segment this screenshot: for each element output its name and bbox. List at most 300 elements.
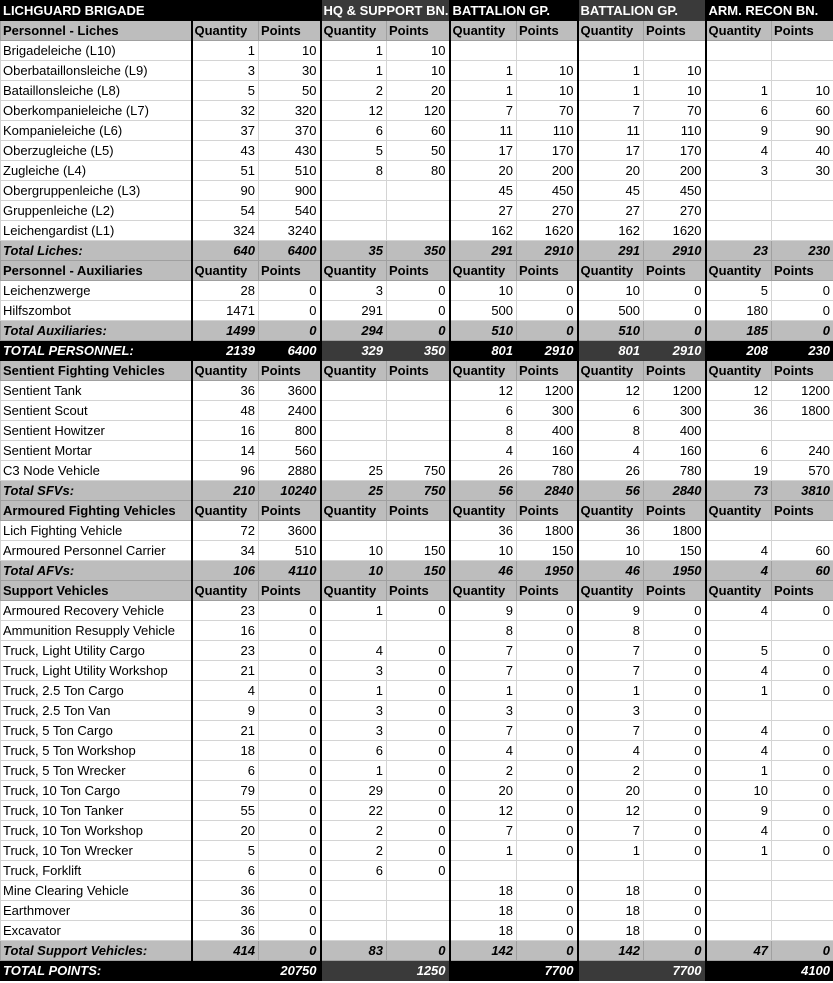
row-label: Earthmover [1, 901, 192, 921]
value-cell: 1 [578, 681, 644, 701]
value-cell [706, 901, 772, 921]
value-cell: 0 [387, 801, 450, 821]
points-header: Points [259, 261, 321, 281]
value-cell [706, 621, 772, 641]
value-cell: 8 [450, 621, 517, 641]
total-row [1, 241, 833, 261]
total-value: 2910 [644, 241, 706, 261]
value-cell: 20 [387, 81, 450, 101]
table-row [1, 141, 833, 161]
value-cell: 120 [387, 101, 450, 121]
total-value: 1499 [192, 321, 259, 341]
total-value: 414 [192, 941, 259, 961]
grand-total-value [192, 961, 259, 981]
value-cell: 1 [450, 81, 517, 101]
quantity-header: Quantity [578, 581, 644, 601]
value-cell [387, 201, 450, 221]
total-value: 0 [259, 321, 321, 341]
value-cell: 450 [644, 181, 706, 201]
value-cell: 0 [387, 721, 450, 741]
value-cell: 0 [772, 681, 833, 701]
value-cell: 540 [259, 201, 321, 221]
total-value: 230 [772, 241, 833, 261]
value-cell: 1800 [517, 521, 578, 541]
points-header: Points [387, 501, 450, 521]
value-cell: 20 [578, 781, 644, 801]
value-cell [772, 621, 833, 641]
value-cell: 2 [321, 81, 387, 101]
value-cell: 300 [517, 401, 578, 421]
value-cell: 291 [321, 301, 387, 321]
value-cell [517, 861, 578, 881]
value-cell: 27 [450, 201, 517, 221]
grand-total-value: 7700 [644, 961, 706, 981]
points-header: Points [644, 261, 706, 281]
points-header: Points [517, 501, 578, 521]
points-header: Points [387, 581, 450, 601]
value-cell: 60 [772, 541, 833, 561]
value-cell: 4 [706, 741, 772, 761]
value-cell: 1200 [772, 381, 833, 401]
value-cell: 12 [706, 381, 772, 401]
grand-total-label: TOTAL POINTS: [1, 961, 192, 981]
total-value: 6400 [259, 241, 321, 261]
quantity-header: Quantity [706, 261, 772, 281]
value-cell [321, 521, 387, 541]
value-cell: 0 [772, 601, 833, 621]
value-cell: 0 [517, 761, 578, 781]
table-row [1, 61, 833, 81]
value-cell [387, 621, 450, 641]
value-cell: 70 [644, 101, 706, 121]
value-cell: 150 [387, 541, 450, 561]
value-cell: 6 [321, 121, 387, 141]
grand-total-value: 4100 [772, 961, 833, 981]
row-label: Gruppenleiche (L2) [1, 201, 192, 221]
value-cell: 324 [192, 221, 259, 241]
points-header: Points [772, 581, 833, 601]
row-label: Hilfszombot [1, 301, 192, 321]
quantity-header: Quantity [450, 501, 517, 521]
value-cell [772, 221, 833, 241]
value-cell: 10 [578, 541, 644, 561]
quantity-header: Quantity [321, 21, 387, 41]
value-cell: 11 [578, 121, 644, 141]
value-cell: 1 [706, 81, 772, 101]
value-cell: 1 [321, 761, 387, 781]
value-cell: 0 [259, 621, 321, 641]
section-header-row [1, 361, 833, 381]
formation-title: LICHGUARD BRIGADE [1, 1, 321, 21]
value-cell: 0 [259, 901, 321, 921]
grand-total-value: 20750 [259, 961, 321, 981]
grand-total-row [1, 961, 833, 981]
value-cell: 0 [387, 661, 450, 681]
quantity-header: Quantity [192, 21, 259, 41]
value-cell: 12 [578, 801, 644, 821]
table-row [1, 801, 833, 821]
formation-title: BATTALION GP. [450, 1, 578, 21]
value-cell: 12 [450, 801, 517, 821]
value-cell: 900 [259, 181, 321, 201]
total-value: 294 [321, 321, 387, 341]
value-cell: 8 [578, 421, 644, 441]
value-cell: 10 [644, 81, 706, 101]
table-row [1, 741, 833, 761]
value-cell: 7 [450, 641, 517, 661]
value-cell: 0 [259, 821, 321, 841]
total-value: 291 [578, 241, 644, 261]
points-header: Points [387, 361, 450, 381]
total-value: 56 [450, 481, 517, 501]
value-cell: 96 [192, 461, 259, 481]
value-cell: 0 [387, 681, 450, 701]
value-cell: 300 [644, 401, 706, 421]
value-cell: 0 [517, 741, 578, 761]
value-cell [321, 401, 387, 421]
points-header: Points [517, 361, 578, 381]
value-cell: 6 [321, 741, 387, 761]
section-title: Personnel - Liches [1, 21, 192, 41]
value-cell: 16 [192, 421, 259, 441]
value-cell: 3 [578, 701, 644, 721]
row-label: Sentient Scout [1, 401, 192, 421]
points-header: Points [259, 501, 321, 521]
grand-total-value [450, 961, 517, 981]
value-cell: 12 [450, 381, 517, 401]
total-value: 2910 [517, 241, 578, 261]
grand-total-value: 329 [321, 341, 387, 361]
value-cell [772, 181, 833, 201]
quantity-header: Quantity [450, 581, 517, 601]
value-cell: 400 [517, 421, 578, 441]
value-cell: 0 [259, 841, 321, 861]
total-value: 46 [450, 561, 517, 581]
value-cell: 0 [517, 601, 578, 621]
value-cell: 51 [192, 161, 259, 181]
total-value: 142 [578, 941, 644, 961]
value-cell: 500 [578, 301, 644, 321]
value-cell: 80 [387, 161, 450, 181]
value-cell: 0 [772, 841, 833, 861]
value-cell: 0 [517, 681, 578, 701]
total-value: 210 [192, 481, 259, 501]
total-value: 640 [192, 241, 259, 261]
row-label: Oberbataillonsleiche (L9) [1, 61, 192, 81]
value-cell: 10 [259, 41, 321, 61]
total-row [1, 941, 833, 961]
value-cell: 400 [644, 421, 706, 441]
row-label: Armoured Recovery Vehicle [1, 601, 192, 621]
value-cell: 60 [387, 121, 450, 141]
value-cell: 0 [259, 921, 321, 941]
total-value: 23 [706, 241, 772, 261]
value-cell [517, 41, 578, 61]
value-cell: 0 [772, 301, 833, 321]
row-label: Ammunition Resupply Vehicle [1, 621, 192, 641]
value-cell: 60 [772, 101, 833, 121]
total-value: 510 [450, 321, 517, 341]
total-value: 0 [259, 941, 321, 961]
value-cell: 0 [517, 661, 578, 681]
value-cell: 7 [578, 721, 644, 741]
row-label: Truck, 5 Ton Cargo [1, 721, 192, 741]
value-cell: 18 [192, 741, 259, 761]
value-cell: 0 [644, 801, 706, 821]
value-cell: 36 [706, 401, 772, 421]
value-cell: 0 [259, 881, 321, 901]
row-label: Brigadeleiche (L10) [1, 41, 192, 61]
value-cell [772, 521, 833, 541]
value-cell: 510 [259, 541, 321, 561]
value-cell: 0 [517, 641, 578, 661]
value-cell: 5 [192, 81, 259, 101]
table-row [1, 661, 833, 681]
value-cell: 3600 [259, 521, 321, 541]
value-cell: 1200 [644, 381, 706, 401]
value-cell: 0 [644, 621, 706, 641]
value-cell [321, 441, 387, 461]
total-value: 47 [706, 941, 772, 961]
value-cell: 50 [387, 141, 450, 161]
points-header: Points [387, 21, 450, 41]
value-cell: 4 [706, 601, 772, 621]
value-cell: 18 [450, 921, 517, 941]
quantity-header: Quantity [321, 261, 387, 281]
grand-total-value [578, 961, 644, 981]
value-cell: 36 [450, 521, 517, 541]
value-cell: 0 [387, 861, 450, 881]
value-cell: 270 [517, 201, 578, 221]
value-cell: 90 [772, 121, 833, 141]
total-value: 25 [321, 481, 387, 501]
grand-total-label: TOTAL PERSONNEL: [1, 341, 192, 361]
row-label: Truck, Forklift [1, 861, 192, 881]
value-cell: 17 [450, 141, 517, 161]
value-cell: 3240 [259, 221, 321, 241]
row-label: Truck, Light Utility Cargo [1, 641, 192, 661]
value-cell: 70 [517, 101, 578, 121]
value-cell: 72 [192, 521, 259, 541]
total-row [1, 561, 833, 581]
table-row [1, 421, 833, 441]
value-cell: 0 [259, 601, 321, 621]
table-row [1, 101, 833, 121]
value-cell [772, 41, 833, 61]
total-value: 350 [387, 241, 450, 261]
row-label: Excavator [1, 921, 192, 941]
value-cell: 150 [644, 541, 706, 561]
formation-title: BATTALION GP. [578, 1, 706, 21]
value-cell: 18 [450, 881, 517, 901]
section-title: Armoured Fighting Vehicles [1, 501, 192, 521]
value-cell [321, 421, 387, 441]
table-row [1, 721, 833, 741]
value-cell: 9 [706, 121, 772, 141]
table-row [1, 601, 833, 621]
value-cell: 0 [517, 281, 578, 301]
value-cell [772, 861, 833, 881]
value-cell: 21 [192, 661, 259, 681]
total-value: 46 [578, 561, 644, 581]
value-cell: 36 [192, 881, 259, 901]
row-label: Truck, 2.5 Ton Cargo [1, 681, 192, 701]
quantity-header: Quantity [706, 21, 772, 41]
value-cell: 4 [450, 741, 517, 761]
value-cell: 23 [192, 641, 259, 661]
value-cell: 45 [578, 181, 644, 201]
value-cell: 570 [772, 461, 833, 481]
value-cell: 6 [192, 861, 259, 881]
value-cell: 36 [192, 901, 259, 921]
value-cell: 240 [772, 441, 833, 461]
value-cell: 7 [578, 661, 644, 681]
table-row [1, 841, 833, 861]
value-cell: 0 [517, 801, 578, 821]
row-label: Truck, 5 Ton Wrecker [1, 761, 192, 781]
value-cell: 0 [259, 301, 321, 321]
row-label: Oberkompanieleiche (L7) [1, 101, 192, 121]
value-cell: 0 [644, 901, 706, 921]
value-cell [387, 921, 450, 941]
value-cell: 1 [578, 81, 644, 101]
value-cell: 18 [578, 881, 644, 901]
value-cell [772, 881, 833, 901]
value-cell: 1 [450, 61, 517, 81]
value-cell [706, 881, 772, 901]
total-value: 4110 [259, 561, 321, 581]
value-cell: 0 [644, 841, 706, 861]
value-cell: 2 [321, 841, 387, 861]
quantity-header: Quantity [578, 261, 644, 281]
value-cell: 0 [517, 881, 578, 901]
table-row [1, 521, 833, 541]
table-row [1, 701, 833, 721]
table-row [1, 121, 833, 141]
row-label: Sentient Tank [1, 381, 192, 401]
value-cell: 18 [578, 921, 644, 941]
total-value: 2840 [517, 481, 578, 501]
value-cell [321, 181, 387, 201]
value-cell: 21 [192, 721, 259, 741]
value-cell: 22 [321, 801, 387, 821]
value-cell [706, 221, 772, 241]
table-row [1, 401, 833, 421]
value-cell: 0 [644, 921, 706, 941]
points-header: Points [772, 501, 833, 521]
value-cell [387, 521, 450, 541]
value-cell: 6 [450, 401, 517, 421]
total-label: Total Auxiliaries: [1, 321, 192, 341]
value-cell [706, 181, 772, 201]
value-cell: 1 [706, 761, 772, 781]
value-cell: 0 [644, 721, 706, 741]
value-cell: 2400 [259, 401, 321, 421]
value-cell: 170 [644, 141, 706, 161]
section-header-row [1, 261, 833, 281]
value-cell: 6 [706, 441, 772, 461]
value-cell [387, 901, 450, 921]
quantity-header: Quantity [321, 581, 387, 601]
value-cell: 5 [192, 841, 259, 861]
value-cell: 12 [578, 381, 644, 401]
points-header: Points [772, 21, 833, 41]
value-cell [772, 701, 833, 721]
value-cell: 1 [706, 681, 772, 701]
row-label: C3 Node Vehicle [1, 461, 192, 481]
value-cell: 750 [387, 461, 450, 481]
table-row [1, 41, 833, 61]
value-cell: 3 [192, 61, 259, 81]
points-header: Points [517, 21, 578, 41]
table-row [1, 881, 833, 901]
value-cell: 43 [192, 141, 259, 161]
value-cell [321, 901, 387, 921]
total-value: 0 [517, 941, 578, 961]
row-label: Lich Fighting Vehicle [1, 521, 192, 541]
value-cell: 0 [387, 701, 450, 721]
value-cell: 0 [387, 301, 450, 321]
value-cell: 40 [772, 141, 833, 161]
value-cell: 7 [578, 641, 644, 661]
value-cell: 10 [321, 541, 387, 561]
total-value: 0 [772, 321, 833, 341]
total-value: 142 [450, 941, 517, 961]
value-cell: 0 [644, 821, 706, 841]
total-value: 0 [387, 941, 450, 961]
value-cell: 32 [192, 101, 259, 121]
section-header-row [1, 21, 833, 41]
grand-total-value: 801 [578, 341, 644, 361]
total-value: 56 [578, 481, 644, 501]
value-cell: 20 [450, 781, 517, 801]
value-cell: 510 [259, 161, 321, 181]
value-cell: 10 [517, 81, 578, 101]
value-cell [644, 861, 706, 881]
value-cell: 0 [644, 761, 706, 781]
value-cell: 0 [517, 821, 578, 841]
value-cell: 270 [644, 201, 706, 221]
value-cell [450, 41, 517, 61]
value-cell: 200 [517, 161, 578, 181]
value-cell: 34 [192, 541, 259, 561]
value-cell [321, 221, 387, 241]
value-cell: 0 [387, 781, 450, 801]
value-cell [706, 861, 772, 881]
total-label: Total AFVs: [1, 561, 192, 581]
value-cell: 0 [517, 301, 578, 321]
total-value: 0 [517, 321, 578, 341]
table-row [1, 621, 833, 641]
points-header: Points [517, 581, 578, 601]
table-row [1, 921, 833, 941]
value-cell [387, 401, 450, 421]
value-cell: 4 [706, 541, 772, 561]
total-value: 1950 [644, 561, 706, 581]
quantity-header: Quantity [192, 261, 259, 281]
total-value: 0 [387, 321, 450, 341]
points-header: Points [644, 21, 706, 41]
points-header: Points [387, 261, 450, 281]
value-cell: 800 [259, 421, 321, 441]
value-cell: 5 [706, 281, 772, 301]
value-cell: 1 [321, 681, 387, 701]
grand-total-value: 350 [387, 341, 450, 361]
section-header-row [1, 581, 833, 601]
quantity-header: Quantity [578, 361, 644, 381]
value-cell: 180 [706, 301, 772, 321]
value-cell: 0 [644, 881, 706, 901]
